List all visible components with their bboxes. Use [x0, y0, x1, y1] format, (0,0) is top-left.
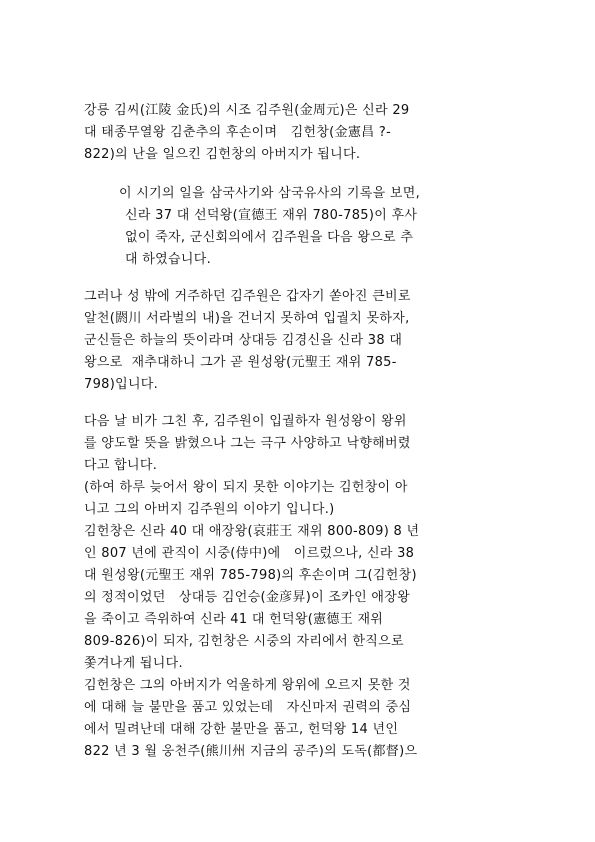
- text-line: 없이 죽자, 군신회의에서 김주원을 다음 왕으로 추: [125, 230, 414, 245]
- text-line: 대 하였습니다.: [125, 252, 212, 267]
- text-line: 을 죽이고 즉위하여 신라 41 대 헌덕왕(憲德王 재위: [84, 612, 384, 627]
- text-line: 809-826)이 되자, 김헌창은 시중의 자리에서 한직으로: [84, 634, 404, 649]
- text-line: 의 정적이었던 상대등 김언승(金彦昇)이 조카인 애장왕: [84, 590, 410, 605]
- text-line: 김헌창은 그의 아버지가 억울하게 왕위에 오르지 못한 것: [84, 678, 411, 693]
- text-line: 대 원성왕(元聖王 재위 785-798)의 후손이며 그(김헌창): [84, 568, 417, 583]
- text-line: 에서 밀려난데 대해 강한 불만을 품고, 헌덕왕 14 년인: [84, 722, 399, 737]
- text-line: 인 807 년에 관직이 시중(侍中)에 이르렀으나, 신라 38: [84, 546, 415, 561]
- text-line: 강릉 김씨(江陵 金氏)의 시조 김주원(金周元)은 신라 29: [84, 103, 410, 118]
- text-line: 알천(閼川 서라벌의 내)을 건너지 못하여 입궐치 못하자,: [84, 311, 410, 326]
- text-line: 군신들은 하늘의 뜻이라며 상대등 김경신을 신라 38 대: [84, 333, 403, 348]
- text-line: 신라 37 대 선덕왕(宣德王 재위 780-785)이 후사: [125, 208, 418, 223]
- text-line: 니고 그의 아버지 김주원의 이야기 입니다.): [84, 502, 335, 517]
- text-line: 다고 합니다.: [84, 458, 158, 473]
- text-line: 쫓겨나게 됩니다.: [84, 656, 183, 671]
- text-line: 김헌창은 신라 40 대 애장왕(哀莊王 재위 800-809) 8 년: [84, 524, 420, 539]
- text-line: 왕으로 재추대하니 그가 곧 원성왕(元聖王 재위 785-: [84, 355, 397, 370]
- text-line: 822)의 난을 일으킨 김헌창의 아버지가 됩니다.: [84, 147, 361, 162]
- text-line: 다음 날 비가 그친 후, 김주원이 입궐하자 원성왕이 왕위: [84, 414, 407, 429]
- text-line: (하여 하루 늦어서 왕이 되지 못한 이야기는 김헌창이 아: [84, 480, 408, 495]
- text-line: 이 시기의 일을 삼국사기와 삼국유사의 기록을 보면,: [119, 186, 421, 201]
- text-line: 에 대해 늘 불만을 품고 있었는데 자신마저 권력의 중심: [84, 700, 412, 715]
- text-line: 798)입니다.: [84, 377, 159, 392]
- text-line: 822 년 3 월 웅천주(熊川州 지금의 공주)의 도독(都督)으: [84, 744, 418, 759]
- text-line: 그러나 성 밖에 거주하던 김주원은 갑자기 쏟아진 큰비로: [84, 289, 411, 304]
- text-line: 대 태종무열왕 김춘추의 후손이며 김헌창(金憲昌 ?-: [84, 125, 392, 140]
- text-line: 를 양도할 뜻을 밝혔으나 그는 극구 사양하고 낙향해버렸: [84, 436, 411, 451]
